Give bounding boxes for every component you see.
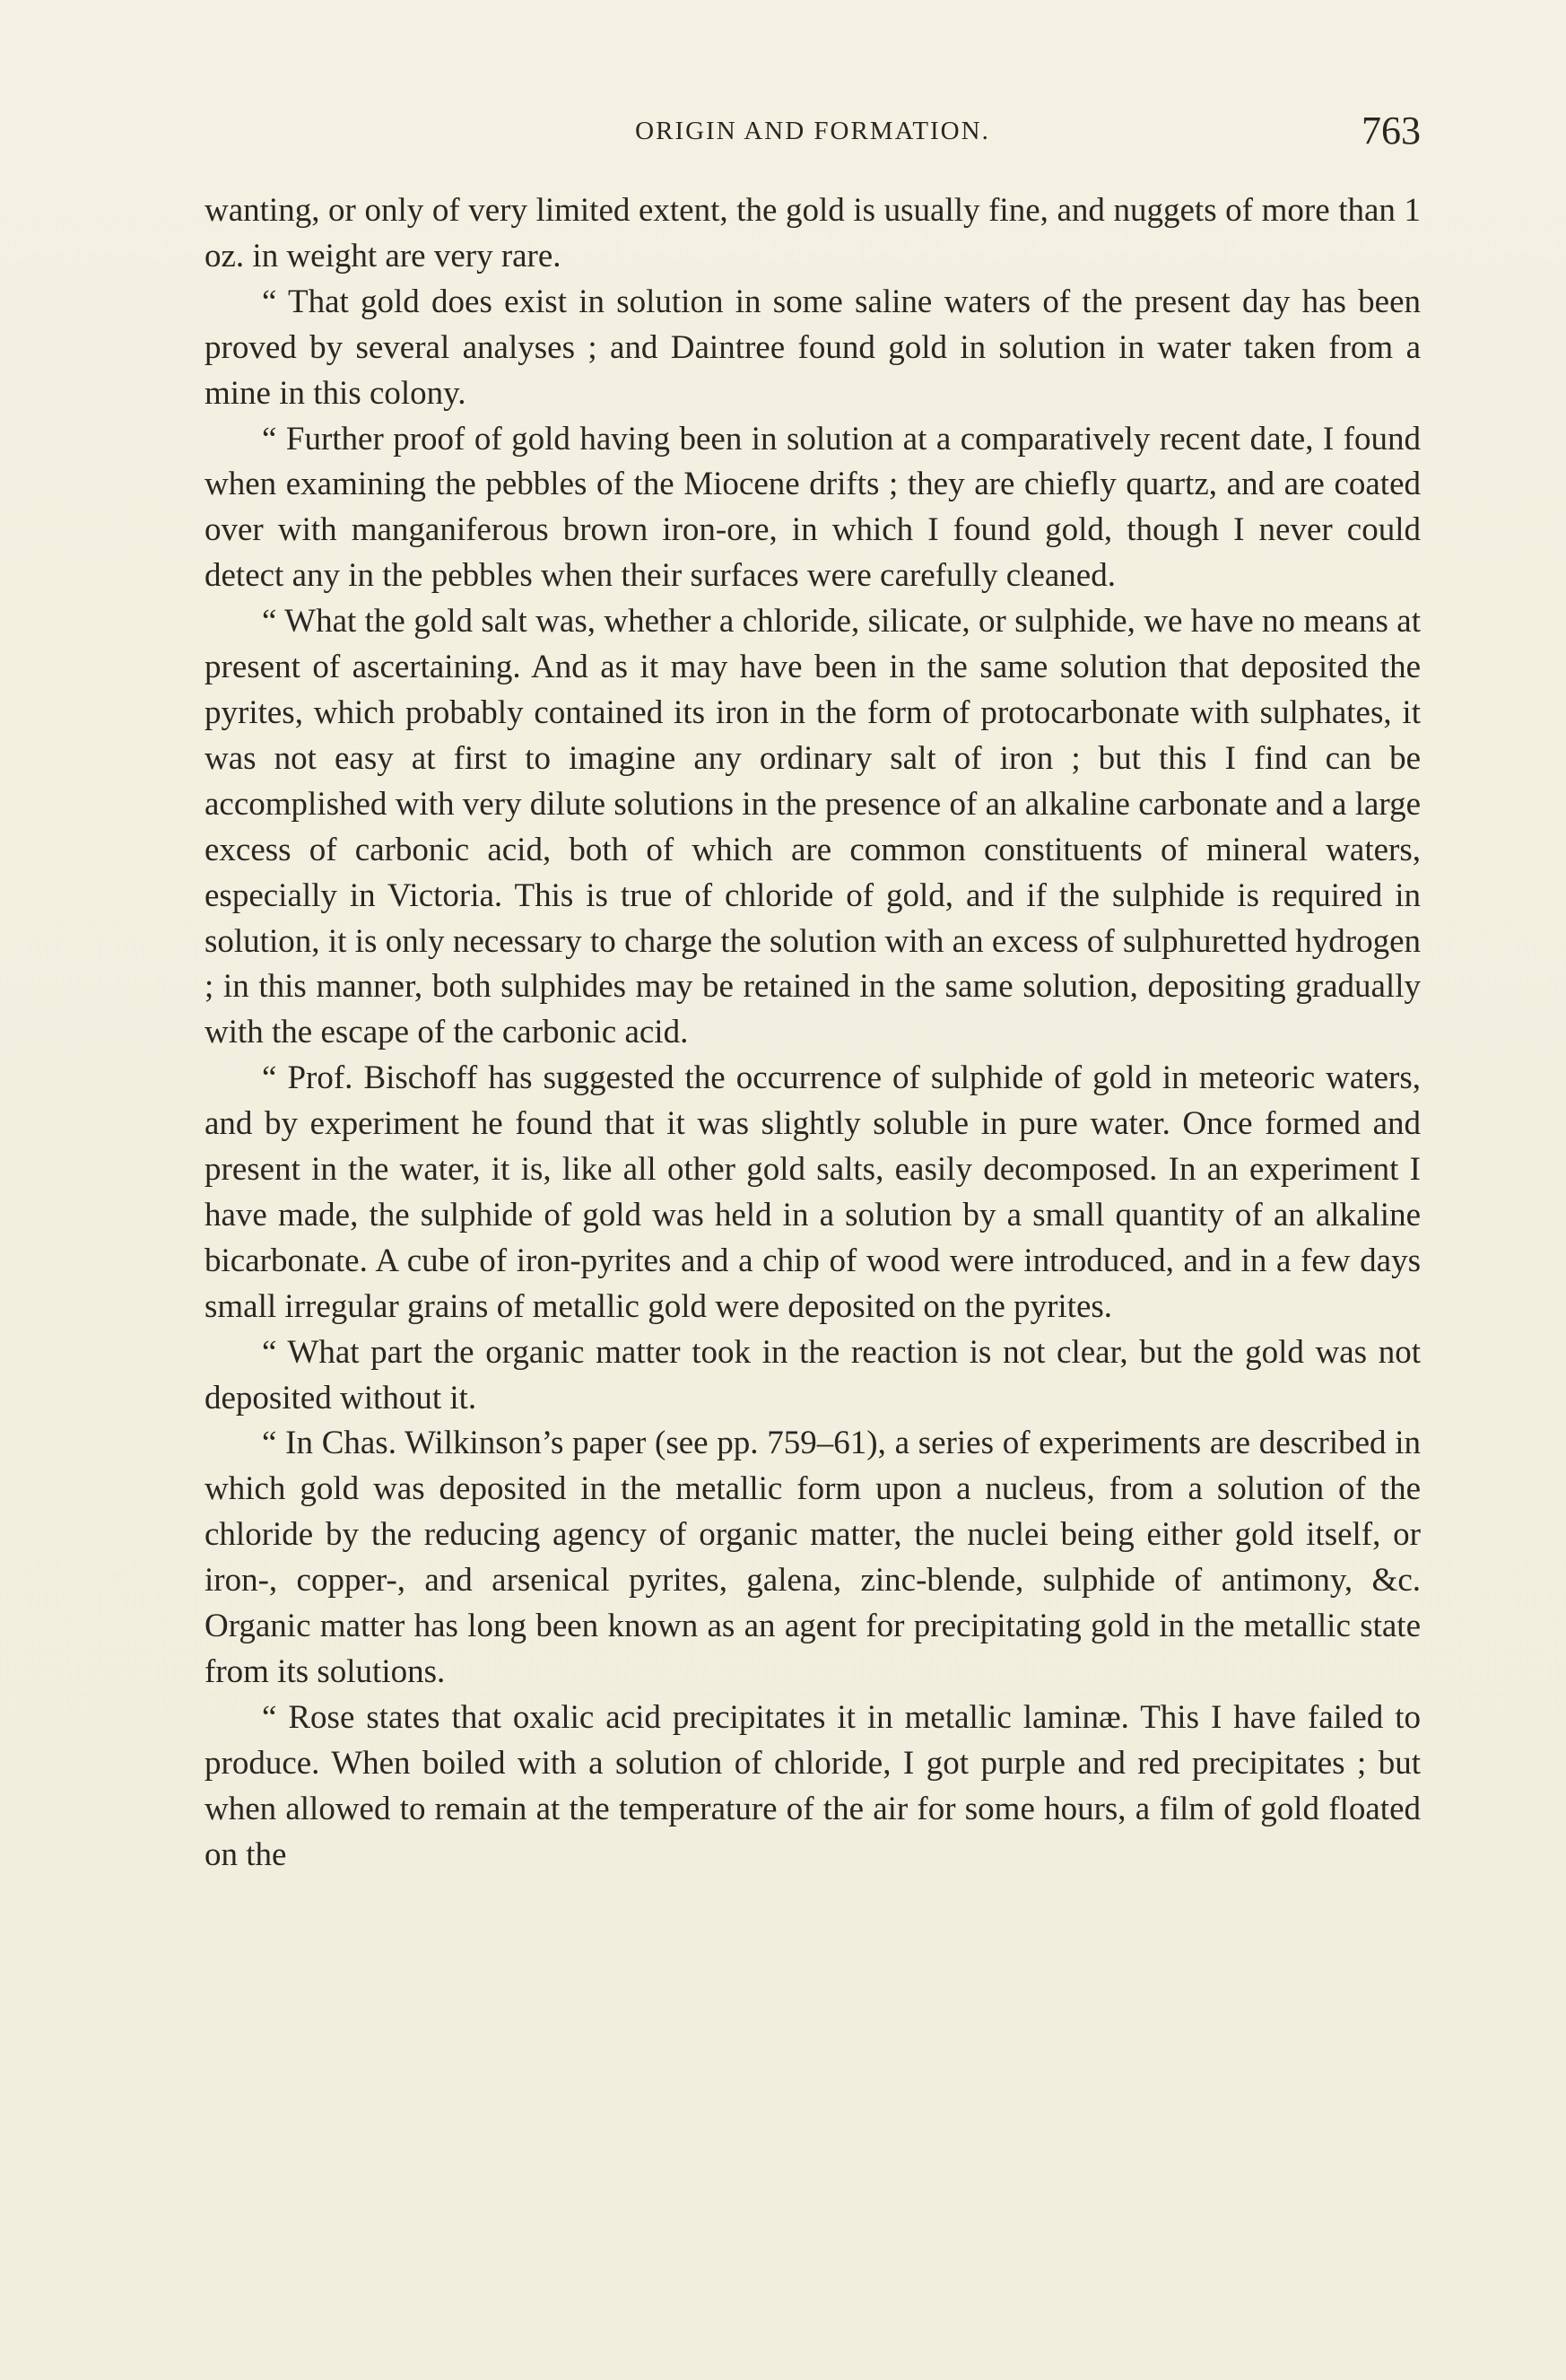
paragraph: “ Prof. Bischoff has suggested the occurrence of sulphide of gold in meteoric waters, and by experiment he found that it was slightly soluble in pure water. Once formed and present in the water, it is, like all other gold salts, easily decomposed. In an experiment I have made, the sulphide of gold was held in a solution by a small quantity of an alkaline bicarbonate. A cube of iron-pyrites and a chip of wood were introduced, and in a few days small irregular grains of metallic gold were deposited on the pyrites. (204, 1059, 1421, 1325)
paragraph: “ What part the organic matter took in the reaction is not clear, but the gold was not deposited without it. (204, 1333, 1421, 1417)
paragraph: “ What the gold salt was, whether a chloride, silicate, or sulphide, we have no means at present of ascertaining. And as it may have been in the same solution that deposited the pyrites, which probably contained its iron in the form of protocarbonate with sulphates, it was not easy at first to imagine any ordinary salt of iron ; but this I find can be accomplished with very dilute solutions in the presence of an alkaline carbonate and a large excess of carbonic acid, both of which are common constituents of mineral waters, especially in Victoria. This is true of chloride of gold, and if the sulphide is required in solution, it is only necessary to charge the solution with an excess of sulphuretted hydrogen ; in this manner, both sulphides may be retained in the same solution, depositing gradually with the escape of the carbonic acid. (204, 603, 1421, 1051)
paragraph: “ In Chas. Wilkinson’s paper (see pp. 759–61), a series of experiments are described in which gold was deposited in the metallic form upon a nucleus, from a solution of the chloride by the reducing agency of organic matter, the nuclei being either gold itself, or iron-, copper-, and arsenical pyrites, galena, zinc-blende, sulphide of antimony, &c. Organic matter has long been known as an agent for precipitating gold in the metallic state from its solutions. (204, 1425, 1421, 1690)
page-number: 763 (1362, 109, 1421, 153)
paragraph: wanting, or only of very limited extent, the gold is usually fine, and nuggets of more than 1 oz. in weight are very rare. (204, 192, 1421, 275)
running-title: ORIGIN AND FORMATION. (635, 117, 990, 145)
running-head (204, 109, 1421, 153)
body-text (204, 188, 1421, 1879)
paragraph: “ That gold does exist in solution in some saline waters of the present day has been proved by several analyses ; and Daintree found gold in solution in water taken from a mine in this colony. (204, 283, 1421, 412)
paragraph: “ Further proof of gold having been in solution at a comparatively recent date, I found when examining the pebbles of the Miocene drifts ; they are chiefly quartz, and are coated over with manganiferous brown iron-ore, in which I found gold, though I never could detect any in the pebbles when their surfaces were carefully cleaned. (204, 420, 1421, 595)
paragraph: “ Rose states that oxalic acid precipitates it in metallic laminæ. This I have failed to produce. When boiled with a solution of chloride, I got purple and red precipitates ; but when allowed to remain at the temperature of the air for some hours, a film of gold floated on the (204, 1698, 1421, 1873)
